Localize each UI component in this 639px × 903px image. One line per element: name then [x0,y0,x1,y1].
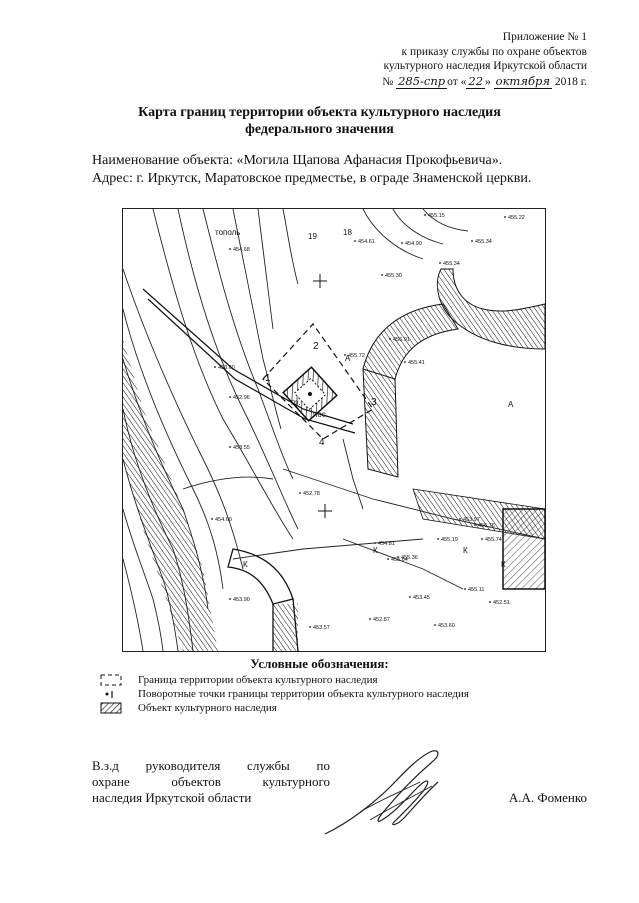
annex-line-1: Приложение № 1 [502,31,587,43]
turning-point-number: 4 [319,437,325,448]
elevation-label: 452.78 [303,491,320,497]
legend-label-object: Объект культурного наследия [138,701,277,714]
elevation-label: 453.60 [218,365,235,371]
map-label: гр. [291,398,301,407]
elevation-label: 455.19 [441,537,458,543]
annex-line-2: к приказу службы по охране объектов [401,45,587,58]
spot-height-dot [409,596,411,598]
spot-height-dot [309,626,311,628]
spot-height-dot [229,446,231,448]
elevation-label: 455.15 [428,213,445,219]
spot-height-dot [229,396,231,398]
turning-point-number: 2 [313,341,319,352]
legend-item-turning-point [98,687,469,701]
turning-point-icon [98,688,126,700]
legend-item-boundary [98,673,469,687]
spot-height-dot [374,542,376,544]
top-right-slope [437,269,545,349]
legend-label-boundary: Граница территории объекта культурного наследия [138,673,378,686]
map-label: К [501,560,506,569]
elevation-label: 454.81 [378,541,395,547]
elevation-label: 455.30 [385,273,402,279]
spot-height-dot [464,588,466,590]
stair-slope [363,369,398,477]
spot-height-dot [354,240,356,242]
spot-height-dot [474,524,476,526]
map-label: К [243,560,248,569]
spot-height-dot [471,240,473,242]
spot-height-dot [389,338,391,340]
elevation-label: 456.91 [393,337,410,343]
elevation-label: 455.34 [475,239,492,245]
elevation-label: 455.22 [508,215,525,221]
spot-height-dot [211,518,213,520]
signatory-line-3: наследия Иркутской области [92,790,252,805]
handwritten-number: 285-спр [398,73,446,88]
grave-object [283,367,337,421]
handwritten-month: октября [495,73,550,88]
elevation-label: 452.87 [373,617,390,623]
annex-order-number: № 285-спр от « 22 » октября 2018 г. [382,73,587,88]
elevation-label: 455.64 [391,557,408,563]
legend-item-object [98,701,469,715]
spot-height-dot [381,274,383,276]
map-label: пос. [313,410,329,419]
elevation-label: 456.76 [478,523,495,529]
spot-height-dot [424,214,426,216]
spot-height-dot [459,518,461,520]
title-line-2: федерального значения [245,122,394,137]
map-label: А [508,400,514,409]
legend-title: Условные обозначения: [250,656,389,671]
elevation-label: 453.57 [313,625,330,631]
spot-height-dot [439,262,441,264]
legend [98,673,469,715]
document-title [0,104,639,138]
elevation-label: 455.41 [408,360,425,366]
elevation-label: 455.11 [468,587,485,593]
spot-height-dot [481,538,483,540]
map-label: А [345,354,351,363]
spot-height-dot [299,492,301,494]
spot-height-dot [404,361,406,363]
elevation-label: 452.51 [493,600,510,606]
spot-height-dots [211,214,506,628]
lower-left-hatch [273,604,298,651]
signatory-line-1: В.з.д руководителя службы по [92,758,330,773]
survey-map [122,208,546,652]
handwritten-day: 22 [468,73,484,88]
elevation-label: 454.60 [215,517,232,523]
turning-point-number: 3 [371,397,377,408]
spot-height-dot [229,598,231,600]
annex-line-3: культурного наследия Иркутской области [383,60,587,72]
spot-height-dot [229,248,231,250]
hatched-object-icon [98,702,126,714]
spot-height-dot [504,216,506,218]
map-label: тополь [215,228,241,237]
elevation-label: 454.90 [405,241,422,247]
elevation-label: 453.97 [463,517,480,523]
annex-block [287,30,587,89]
object-name: Наименование объекта: «Могила Щапова Афанасия Прокофьевича». [92,153,503,168]
elevation-label: 455.36 [401,555,418,561]
elevation-label: 454.61 [358,239,375,245]
elevation-label: 455.34 [443,261,460,267]
spot-height-dot [437,538,439,540]
dashed-boundary-icon [98,674,126,686]
turning-point-number: 1 [265,373,271,384]
elevation-label: 455.72 [348,353,365,359]
spot-height-dot [387,558,389,560]
map-label: 18 [343,228,352,237]
map-label: К [463,546,468,555]
elevation-label: 454.68 [233,247,250,253]
elevation-label: 452.96 [233,395,250,401]
spot-height-dot [401,242,403,244]
stair-slope-arc [363,304,458,379]
slope-hatching-left [123,339,218,651]
spot-height-dot [214,366,216,368]
spot-height-dot [489,601,491,603]
title-line-1: Карта границ территории объекта культурного наследия [138,105,501,120]
elevation-label: 453.55 [233,445,250,451]
map-label: 19 [308,232,317,241]
spot-height-dot [434,624,436,626]
object-info [92,152,531,188]
signer-name: А.А. Фоменко [508,790,587,805]
legend-label-turning-point: Поворотные точки границы территории объекта культурного наследия [138,687,469,700]
map-label: К [373,546,378,555]
elevation-label: 455.74 [485,537,502,543]
signatory-position [92,758,330,806]
signatory-line-2: охране объектов культурного [92,774,330,789]
elevation-label: 453.60 [438,623,455,629]
object-address: Адрес: г. Иркутск, Маратовское предместье, в ограде Знаменской церкви. [92,171,532,186]
survey-map-drawing [123,209,545,651]
spot-height-dot [369,618,371,620]
elevation-label: 453.90 [233,597,250,603]
handwritten-signature [320,742,450,847]
elevation-label: 453.45 [413,595,430,601]
